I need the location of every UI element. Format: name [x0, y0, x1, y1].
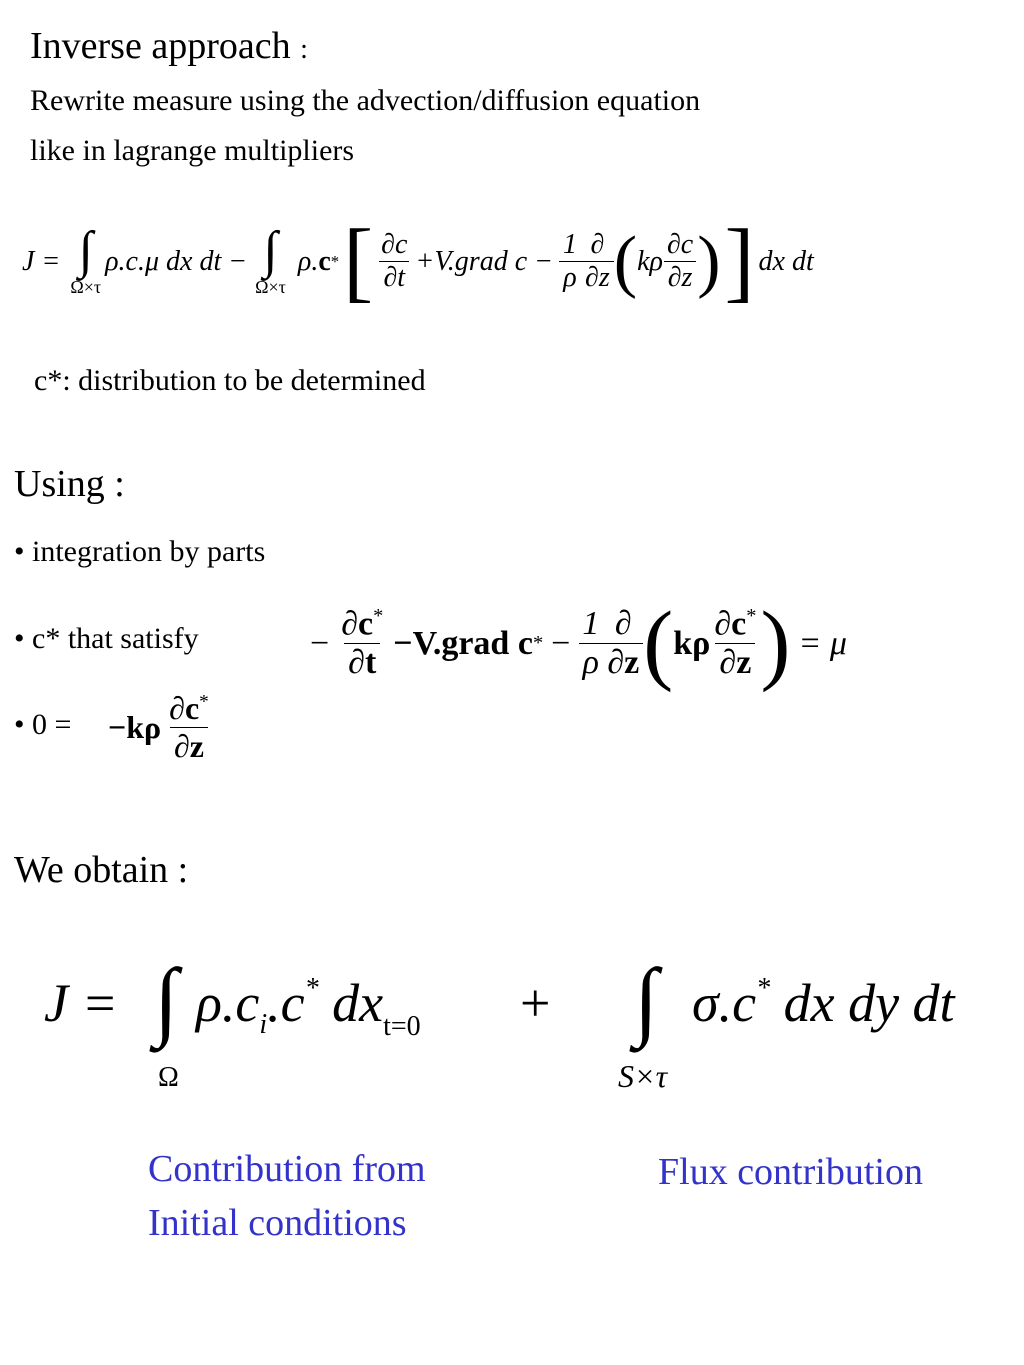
eq1-frac-dcdt — [377, 229, 411, 294]
obtain-heading: We obtain : — [14, 849, 189, 891]
eq2-minus-2: − — [551, 624, 571, 662]
eq3-frac-dcdz — [165, 690, 213, 765]
eq2-minus: − — [310, 624, 330, 662]
equation-lagrangian: J = ∫ Ω×τ ρ.c.μ dx dt − ∫ Ω×τ ρ. c * [ $\frac{\partial c}{\partial t}$ +V.grad c − $\frac{1}{\rho}$ $\frac{\partial}{\partial z}$ ( kρ $\frac{\partial c}{\partial z}$ ) ] dx dt — [22, 212, 814, 311]
eq4-lhs: J = — [44, 973, 118, 1033]
eq3-star: * — [199, 691, 209, 713]
eq3-dc: ∂c — [169, 690, 200, 726]
eq1-term-1: ρ.c.μ dx dt − — [105, 245, 248, 277]
eq1-frac-1-rho — [559, 229, 581, 294]
eq4-domain-2: S×τ — [618, 1058, 668, 1094]
eq1-one: 1 — [563, 229, 578, 260]
eq2-rhs: = μ — [798, 624, 847, 662]
eq1-dt: ∂t — [379, 261, 409, 294]
equation-result — [44, 950, 1004, 1100]
title-text: Inverse approach — [30, 25, 291, 67]
eq1-frac-partial-dz — [581, 229, 614, 294]
eq2-advection: −V.grad c — [393, 624, 533, 662]
eq2-dc: ∂c — [341, 605, 374, 643]
eq2-frac-dcdz — [710, 605, 760, 682]
title-colon: : — [300, 34, 308, 65]
eq1-dz-2: ∂z — [664, 261, 697, 294]
eq1-tail: dx dt — [758, 245, 814, 277]
eq2-one: 1 — [582, 605, 600, 642]
eq4-term-2: σ.c — [692, 973, 757, 1033]
eq2-frac-dcdt — [337, 605, 387, 682]
eq1-dc: ∂c — [381, 229, 408, 260]
equation-adjoint: − $\frac{\partial c^*}{\partial t}$ −V.grad c * − $\frac{1}{\rho}$ $\frac{\partial}{\partial z}$ ( kρ $\frac{\partial c^*}{\partial z}$ ) = μ — [310, 594, 847, 693]
eq2-dt: ∂t — [344, 643, 380, 682]
eq1-dz: ∂z — [581, 261, 614, 294]
eq1-domain-1: Ω×τ — [70, 277, 102, 297]
using-heading: Using : — [14, 463, 125, 505]
eq1-frac-dcdz — [663, 229, 697, 294]
eq1-advection: +V.grad c − — [415, 245, 554, 277]
eq2-krho: kρ — [673, 624, 711, 662]
equation-boundary — [108, 690, 213, 765]
bullet-zero: • 0 = — [14, 708, 72, 741]
eq2-star-3: * — [746, 604, 757, 627]
eq1-partial: ∂ — [590, 229, 605, 260]
eq4-plus: + — [520, 973, 551, 1033]
eq4-term-1b: .c — [267, 973, 305, 1033]
initial-label-line-1: Contribution from — [148, 1148, 426, 1190]
eq2-frac-1-rho — [578, 605, 603, 682]
cstar-note: c*: distribution to be determined — [34, 364, 426, 397]
eq2-rho: ρ — [579, 643, 603, 682]
eq4-sub-i: i — [259, 1009, 268, 1040]
page-title — [30, 24, 308, 68]
eq4-integral-1: ∫ — [154, 952, 179, 1049]
eq1-star: * — [330, 251, 340, 271]
eq1-integral-1: ∫ Ω×τ — [70, 222, 102, 297]
eq2-dc-2: ∂c — [714, 605, 747, 643]
eq4-t0: t=0 — [383, 1011, 421, 1042]
eq4-term-1: ρ.c — [196, 973, 260, 1033]
eq4-star-1: * — [304, 973, 319, 1004]
eq1-c: c — [318, 245, 331, 277]
initial-conditions-label — [148, 1142, 426, 1250]
eq1-rho-den: ρ — [559, 261, 580, 294]
eq4-domain-1: Ω — [158, 1062, 179, 1093]
eq2-dz-2: ∂z — [715, 643, 755, 682]
eq2-frac-partial-dz — [603, 605, 643, 682]
eq4-dx: dx — [332, 973, 384, 1033]
eq1-krho: kρ — [637, 245, 663, 277]
eq2-star-2: * — [532, 632, 544, 654]
eq4-term-2b: dx dy dt — [783, 973, 955, 1033]
eq1-domain-2: Ω×τ — [255, 277, 286, 297]
eq4-star-2: * — [756, 973, 771, 1004]
intro-line-1: Rewrite measure using the advection/diffusion equation — [30, 84, 701, 117]
eq1-integral-2: ∫ Ω×τ — [255, 222, 286, 297]
eq2-dz: ∂z — [603, 643, 643, 682]
eq3-dz: ∂z — [170, 727, 208, 765]
eq2-partial: ∂ — [614, 605, 632, 642]
bullet-integration: • integration by parts — [14, 535, 266, 568]
eq4-integral-2: ∫ — [634, 952, 659, 1049]
eq1-right-bracket: ] — [724, 212, 755, 311]
intro-line-2: like in lagrange multipliers — [30, 134, 355, 167]
eq2-star: * — [373, 604, 384, 627]
bullet-satisfy: • c* that satisfy — [14, 622, 199, 655]
eq1-dc-2: ∂c — [666, 229, 694, 260]
initial-label-line-2: Initial conditions — [148, 1202, 407, 1244]
eq1-left-bracket: [ — [343, 212, 374, 311]
eq1-rho: ρ. — [297, 245, 319, 277]
flux-contribution-label: Flux contribution — [658, 1151, 923, 1193]
eq1-lhs: J = — [22, 245, 61, 277]
eq3-lhs: −kρ — [108, 709, 162, 745]
